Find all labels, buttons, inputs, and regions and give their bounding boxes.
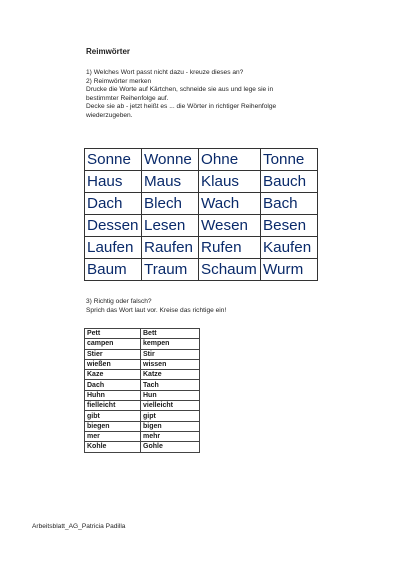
rhyme-word-cell: Rufen: [199, 237, 261, 259]
rhyme-word-cell: Wach: [199, 193, 261, 215]
word-cell: Stier: [85, 349, 141, 359]
rhyme-word-cell: Ohne: [199, 149, 261, 171]
rhyme-word-cell: Bauch: [261, 171, 318, 193]
rhyme-word-cell: Wurm: [261, 259, 318, 281]
rhyme-word-cell: Tonne: [261, 149, 318, 171]
table-row: [85, 401, 200, 411]
instruction-line: Decke sie ab - jetzt heißt es ... die Wörter in richtiger Reihenfolge: [86, 103, 277, 111]
rhyme-word-cell: Baum: [85, 259, 142, 281]
word-cell: fielleicht: [85, 401, 141, 411]
word-cell: wissen: [141, 359, 200, 369]
table-row: [85, 349, 200, 359]
table-row: [85, 370, 200, 380]
footer: Arbeitsblatt_AG_Patricia Padilla: [32, 523, 126, 530]
table-row: [85, 431, 200, 441]
instruction-line: bestimmter Reihenfolge auf.: [86, 94, 169, 102]
instruction-line: Sprich das Wort laut vor. Kreise das richtige ein!: [86, 306, 227, 314]
rhyme-word-cell: Sonne: [85, 149, 142, 171]
word-cell: biegen: [85, 421, 141, 431]
table-row: [85, 171, 318, 193]
rhyme-word-cell: Klaus: [199, 171, 261, 193]
instruction-line: wiederzugeben.: [86, 111, 133, 119]
table-row: [85, 359, 200, 369]
word-cell: gipt: [141, 411, 200, 421]
table-row: [85, 215, 318, 237]
rhyme-word-cell: Lesen: [142, 215, 199, 237]
instruction-line: 3) Richtig oder falsch?: [86, 298, 152, 305]
word-cell: Katze: [141, 370, 200, 380]
word-cell: Dach: [85, 380, 141, 390]
word-cell: Gohle: [141, 442, 200, 452]
word-cell: gibt: [85, 411, 141, 421]
word-cell: mehr: [141, 431, 200, 441]
spelling-pairs-table: [84, 328, 200, 453]
word-cell: bigen: [141, 421, 200, 431]
word-cell: Stir: [141, 349, 200, 359]
rhyme-word-cell: Laufen: [85, 237, 142, 259]
instruction-line: 2) Reimwörter merken: [86, 77, 152, 85]
word-cell: Pett: [85, 329, 141, 339]
table-row: [85, 259, 318, 281]
table-row: [85, 421, 200, 431]
word-cell: Kaze: [85, 370, 141, 380]
table-row: [85, 390, 200, 400]
word-cell: Hun: [141, 390, 200, 400]
page-title: Reimwörter: [86, 47, 131, 56]
rhyme-word-cell: Wesen: [199, 215, 261, 237]
word-cell: Bett: [141, 329, 200, 339]
rhyme-word-cell: Dessen: [85, 215, 142, 237]
rhyme-word-cell: Besen: [261, 215, 318, 237]
word-cell: mer: [85, 431, 141, 441]
rhyme-word-cell: Kaufen: [261, 237, 318, 259]
rhyme-word-cell: Schaum: [199, 259, 261, 281]
rhyme-word-cell: Traum: [142, 259, 199, 281]
rhyme-word-cell: Haus: [85, 171, 142, 193]
word-cell: Tach: [141, 380, 200, 390]
instruction-line: 1) Welches Wort passt nicht dazu - kreuze dieses an?: [86, 69, 244, 76]
rhyme-word-cell: Bach: [261, 193, 318, 215]
rhyme-word-cell: Blech: [142, 193, 199, 215]
rhyme-word-cell: Wonne: [142, 149, 199, 171]
table-row: [85, 193, 318, 215]
word-cell: Huhn: [85, 390, 141, 400]
rhyme-word-table: [84, 148, 318, 281]
table-row: [85, 329, 200, 339]
rhyme-word-cell: Dach: [85, 193, 142, 215]
word-cell: Kohle: [85, 442, 141, 452]
rhyme-word-cell: Raufen: [142, 237, 199, 259]
section-3-instructions: [86, 298, 226, 315]
word-cell: vielleicht: [141, 401, 200, 411]
table-row: [85, 442, 200, 452]
word-cell: kempen: [141, 339, 200, 349]
rhyme-word-cell: Maus: [142, 171, 199, 193]
table-row: [85, 237, 318, 259]
table-row: [85, 380, 200, 390]
word-cell: campen: [85, 339, 141, 349]
table-row: [85, 339, 200, 349]
word-cell: wießen: [85, 359, 141, 369]
instructions: [86, 69, 326, 121]
instruction-line: Drucke die Worte auf Kärtchen, schneide sie aus und lege sie in: [86, 86, 274, 94]
table-row: [85, 411, 200, 421]
table-row: [85, 149, 318, 171]
